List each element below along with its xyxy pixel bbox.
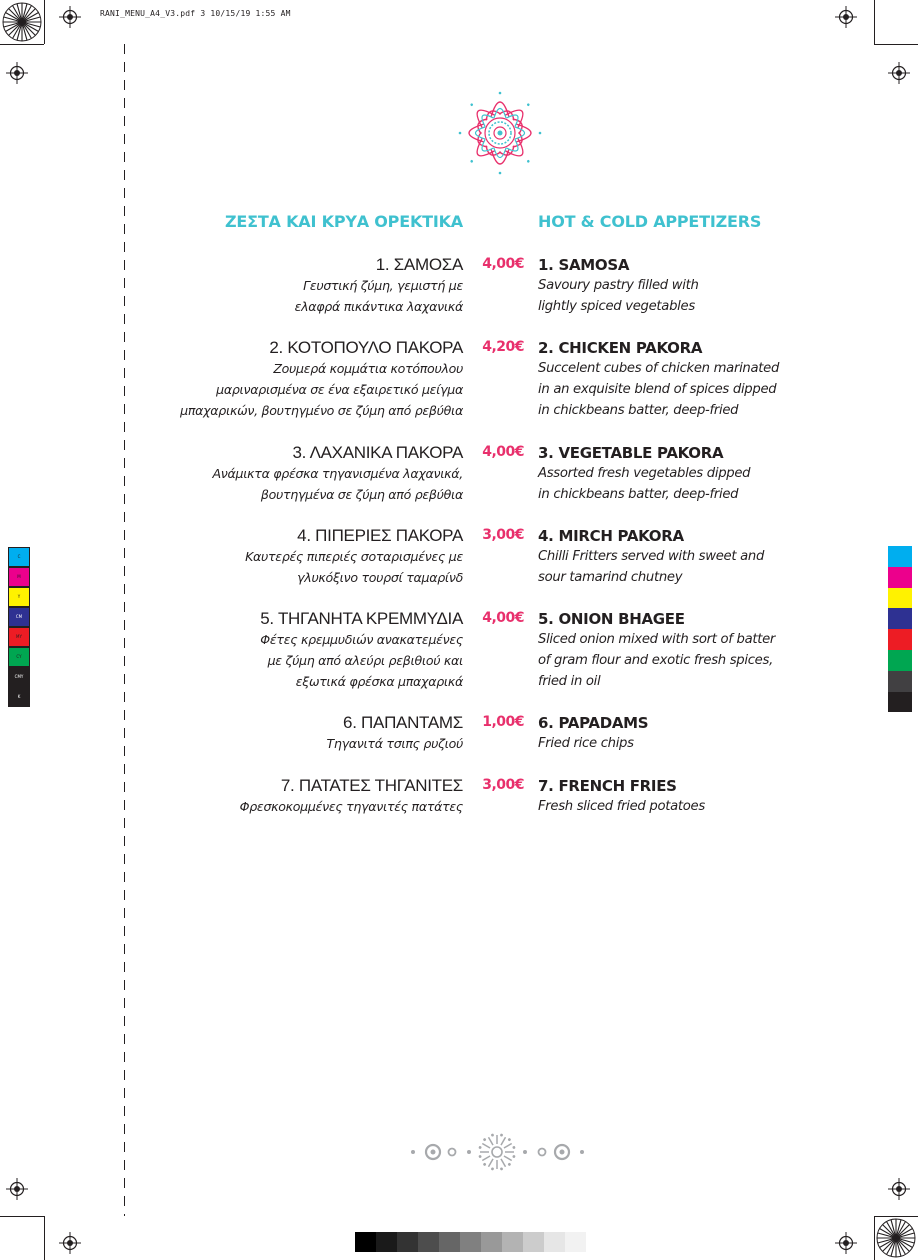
item-description-english: Fresh sliced fried potatoes (538, 799, 705, 814)
color-swatch: MY (8, 627, 30, 647)
crop-mark (874, 1216, 875, 1260)
item-description-english: sour tamarind chutney (538, 570, 683, 585)
menu-item-greek (143, 609, 463, 692)
crop-mark (874, 44, 918, 45)
item-description-english: in chickbeans batter, deep-fried (538, 403, 739, 418)
gray-swatch (502, 1232, 523, 1252)
item-description-greek: με ζύμη από αλεύρι ρεβιθιού και (267, 653, 463, 668)
gray-swatch (565, 1232, 586, 1252)
fold-line (124, 44, 125, 1216)
menu-item-greek (143, 338, 463, 421)
item-description-greek: ελαφρά πικάντικα λαχανικά (294, 299, 463, 314)
menu-item-english (538, 609, 798, 692)
item-name-english: 4. MIRCH PAKORA (538, 527, 684, 545)
item-description-english: in an exquisite blend of spices dipped (538, 382, 777, 397)
crop-mark (874, 0, 875, 44)
item-price: 4,20€ (482, 339, 524, 355)
item-name-greek: 3. ΛΑΧΑΝΙΚΑ ΠΑΚΟΡΑ (292, 443, 463, 462)
registration-mark-icon (835, 1232, 857, 1254)
menu-item-greek (143, 526, 463, 588)
divider-ornament-icon (405, 1132, 590, 1172)
item-price: 4,00€ (482, 256, 524, 272)
item-name-english: 1. SAMOSA (538, 256, 630, 274)
registration-mark-icon (6, 1178, 28, 1200)
starburst-icon (876, 1218, 916, 1258)
item-name-english: 3. VEGETABLE PAKORA (538, 444, 724, 462)
item-description-english: in chickbeans batter, deep-fried (538, 487, 739, 502)
gray-swatch (481, 1232, 502, 1252)
menu-item-english (538, 443, 798, 505)
menu-item-greek (143, 776, 463, 817)
color-swatch: C (8, 547, 30, 567)
gray-swatch (544, 1232, 565, 1252)
item-price: 4,00€ (482, 610, 524, 626)
menu-item-english (538, 255, 798, 317)
item-name-greek: 5. ΤΗΓΑΝΗΤΑ ΚΡΕΜΜΥΔΙΑ (260, 609, 463, 628)
item-description-greek: Γευστική ζύμη, γεμιστή με (303, 278, 463, 293)
crop-mark (44, 0, 45, 44)
item-description-greek: μπαχαρικών, βουτηγμένο σε ζύμη από ρεβύθια (180, 403, 463, 418)
gray-swatch (460, 1232, 481, 1252)
item-name-english: 6. PAPADAMS (538, 714, 649, 732)
mandala-icon (455, 88, 545, 178)
menu-item-english (538, 776, 798, 817)
item-price: 3,00€ (482, 777, 524, 793)
color-swatch (888, 629, 912, 650)
registration-mark-icon (888, 1178, 910, 1200)
item-description-english: Sliced onion mixed with sort of batter (538, 632, 776, 647)
item-price: 1,00€ (482, 714, 524, 730)
gray-swatch (397, 1232, 418, 1252)
crop-mark (0, 1216, 44, 1217)
color-swatch: CMY (8, 667, 30, 687)
item-name-greek: 2. ΚΟΤΟΠΟΥΛΟ ΠΑΚΟΡΑ (269, 338, 463, 357)
color-swatch (888, 567, 912, 588)
item-description-english: Fried rice chips (538, 736, 634, 751)
registration-mark-icon (888, 62, 910, 84)
section-heading-greek: ΖΕΣΤΑ ΚΑΙ ΚΡΥΑ ΟΡΕΚΤΙΚΑ (224, 212, 463, 231)
menu-item-english (538, 526, 798, 588)
color-swatch (888, 546, 912, 567)
menu-item-english (538, 338, 798, 421)
item-description-greek: βουτηγμένα σε ζύμη από ρεβύθια (260, 487, 463, 502)
starburst-icon (2, 2, 42, 42)
registration-mark-icon (835, 6, 857, 28)
item-name-greek: 4. ΠΙΠΕΡΙΕΣ ΠΑΚΟΡΑ (297, 526, 463, 545)
color-swatch: Y (8, 587, 30, 607)
item-description-english: lightly spiced vegetables (538, 299, 695, 314)
gray-swatch (376, 1232, 397, 1252)
color-swatch (888, 650, 912, 671)
item-description-english: Chilli Fritters served with sweet and (538, 549, 765, 564)
item-description-english: of gram flour and exotic fresh spices, (538, 653, 773, 668)
item-description-greek: μαριναρισμένα σε ένα εξαιρετικό μείγμα (216, 382, 463, 397)
crop-mark (44, 1216, 45, 1260)
item-name-english: 2. CHICKEN PAKORA (538, 339, 703, 357)
item-description-greek: Ζουμερά κομμάτια κοτόπουλου (273, 361, 463, 376)
item-name-greek: 1. ΣΑΜΟΣΑ (375, 255, 463, 274)
crop-mark (0, 44, 44, 45)
registration-mark-icon (59, 1232, 81, 1254)
item-description-greek: Τηγανιτά τσιπς ρυζιού (326, 736, 463, 751)
registration-mark-icon (59, 6, 81, 28)
item-price: 3,00€ (482, 527, 524, 543)
color-swatch (888, 608, 912, 629)
menu-item-greek (143, 443, 463, 505)
section-heading-english: HOT & COLD APPETIZERS (538, 212, 762, 231)
item-description-english: Savoury pastry filled with (538, 278, 699, 293)
item-description-greek: γλυκόξινο τουρσί ταμαρίνδ (297, 570, 463, 585)
gray-swatch (439, 1232, 460, 1252)
crop-mark (874, 1216, 918, 1217)
color-swatch: K (8, 687, 30, 707)
gray-bar (355, 1232, 586, 1252)
item-name-english: 7. FRENCH FRIES (538, 777, 677, 795)
color-swatch: CY (8, 647, 30, 667)
registration-mark-icon (6, 62, 28, 84)
print-slug: RANI_MENU_A4_V3.pdf 3 10/15/19 1:55 AM (100, 9, 291, 18)
item-description-greek: εξωτικά φρέσκα μπαχαρικά (295, 674, 463, 689)
item-name-english: 5. ONION BHAGEE (538, 610, 685, 628)
item-description-greek: Φέτες κρεμμυδιών ανακατεμένες (260, 632, 463, 647)
menu-item-english (538, 713, 798, 754)
color-swatch (888, 671, 912, 692)
item-description-greek: Ανάμικτα φρέσκα τηγανισμένα λαχανικά, (212, 466, 463, 481)
item-description-english: fried in oil (538, 674, 601, 689)
color-swatch (888, 588, 912, 609)
item-name-greek: 6. ΠΑΠΑΝΤΑΜΣ (343, 713, 463, 732)
color-swatch (888, 692, 912, 713)
menu-item-greek (143, 713, 463, 754)
gray-swatch (418, 1232, 439, 1252)
color-bar-right (888, 546, 912, 712)
color-bar-left (8, 547, 30, 707)
color-swatch: CM (8, 607, 30, 627)
gray-swatch (355, 1232, 376, 1252)
item-description-english: Assorted fresh vegetables dipped (538, 466, 751, 481)
item-description-greek: Καυτερές πιπεριές σοταρισμένες με (245, 549, 463, 564)
item-price: 4,00€ (482, 444, 524, 460)
item-name-greek: 7. ΠΑΤΑΤΕΣ ΤΗΓΑΝΙΤΕΣ (280, 776, 463, 795)
item-description-english: Succelent cubes of chicken marinated (538, 361, 780, 376)
gray-swatch (523, 1232, 544, 1252)
color-swatch: M (8, 567, 30, 587)
item-description-greek: Φρεσκοκομμένες τηγανιτές πατάτες (239, 799, 463, 814)
menu-item-greek (143, 255, 463, 317)
